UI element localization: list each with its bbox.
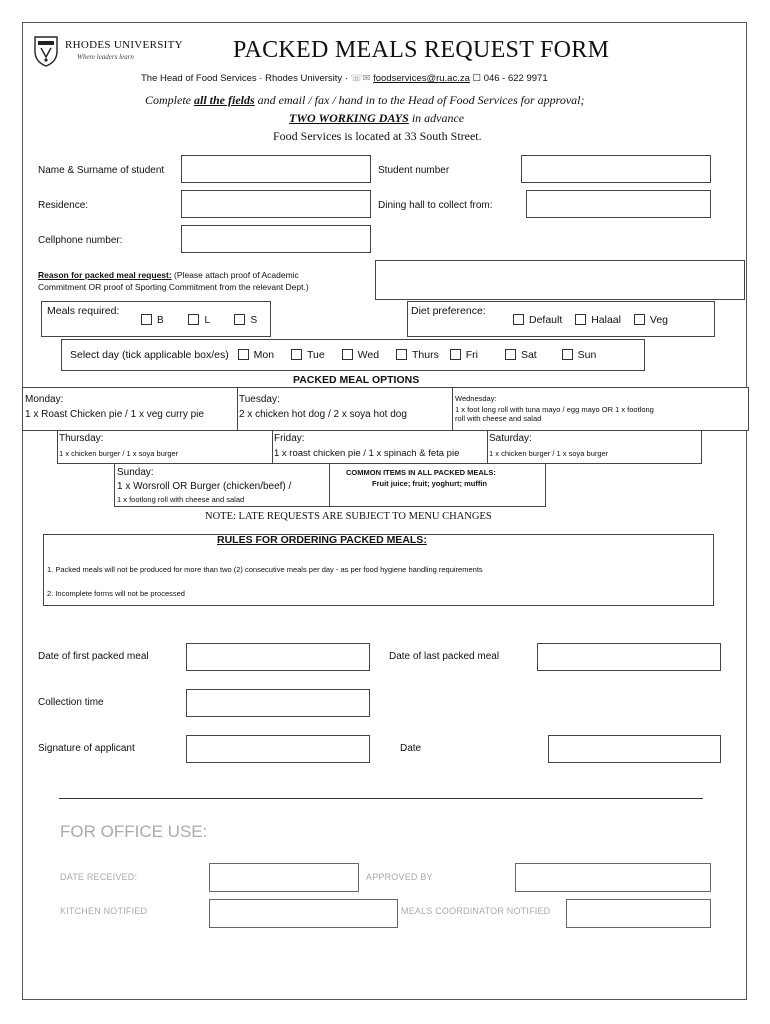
meal-option-s-label: S bbox=[250, 315, 258, 326]
date-label: Date bbox=[400, 743, 422, 754]
sunday-text-2: 1 x footlong roll with cheese and salad bbox=[117, 495, 245, 504]
checkbox-b[interactable] bbox=[141, 314, 152, 325]
phone-icon: ☏✉ bbox=[350, 73, 374, 84]
diet-options bbox=[513, 314, 668, 326]
meal-option-l[interactable] bbox=[188, 315, 209, 326]
saturday-text: 1 x chicken burger / 1 x soya burger bbox=[489, 449, 609, 458]
common-items-cell bbox=[329, 463, 546, 507]
contact-email[interactable]: foodservices@ru.ac.za bbox=[373, 73, 470, 84]
day-sun-label: Sun bbox=[577, 349, 597, 361]
saturday-cell bbox=[487, 430, 702, 464]
day-wed[interactable] bbox=[342, 349, 379, 361]
checkbox-sun[interactable] bbox=[562, 349, 573, 360]
approved-by-label: APPROVED BY bbox=[366, 872, 433, 882]
divider-line bbox=[59, 798, 703, 799]
date-field[interactable] bbox=[548, 735, 721, 763]
logo-name: RHODES UNIVERSITY bbox=[65, 39, 183, 51]
day-sat[interactable] bbox=[505, 349, 537, 361]
reason-field[interactable] bbox=[375, 260, 745, 300]
tuesday-text: 2 x chicken hot dog / 2 x soya hot dog bbox=[239, 409, 407, 420]
day-select-row bbox=[70, 349, 596, 361]
day-sun[interactable] bbox=[562, 349, 597, 361]
date-received-field[interactable] bbox=[209, 863, 359, 892]
instruction2-post: in advance bbox=[408, 111, 465, 125]
checkbox-sat[interactable] bbox=[505, 349, 516, 360]
kitchen-notified-field[interactable] bbox=[209, 899, 398, 928]
meal-option-s[interactable] bbox=[234, 315, 257, 326]
diet-option-veg[interactable] bbox=[634, 314, 668, 326]
last-meal-date-field[interactable] bbox=[537, 643, 721, 671]
meals-required-label: Meals required: bbox=[47, 305, 120, 317]
wednesday-cell bbox=[452, 387, 749, 431]
office-use-title: FOR OFFICE USE: bbox=[60, 822, 208, 841]
checkbox-s[interactable] bbox=[234, 314, 245, 325]
day-fri-label: Fri bbox=[465, 349, 479, 361]
contact-line bbox=[141, 73, 548, 84]
reason-note: (Please attach proof of Academic bbox=[171, 270, 299, 280]
dining-hall-label: Dining hall to collect from: bbox=[378, 200, 493, 211]
instruction-line bbox=[145, 93, 585, 108]
day-sat-label: Sat bbox=[520, 349, 537, 361]
checkbox-veg[interactable] bbox=[634, 314, 645, 325]
friday-cell bbox=[272, 430, 488, 464]
friday-text: 1 x roast chicken pie / 1 x spinach & feta pie bbox=[274, 448, 460, 459]
instruction-line-2 bbox=[289, 111, 464, 126]
diet-preference-label: Diet preference: bbox=[411, 305, 486, 317]
diet-default-label: Default bbox=[529, 314, 563, 326]
fax-icon: ☐ bbox=[472, 73, 484, 84]
checkbox-wed[interactable] bbox=[342, 349, 353, 360]
day-tue-label: Tue bbox=[307, 349, 325, 361]
checkbox-l[interactable] bbox=[188, 314, 199, 325]
university-logo bbox=[33, 35, 183, 71]
saturday-day: Saturday: bbox=[489, 433, 532, 444]
collection-time-label: Collection time bbox=[38, 697, 104, 708]
residence-field[interactable] bbox=[181, 190, 371, 218]
late-requests-note: NOTE: LATE REQUESTS ARE SUBJECT TO MENU CHANGES bbox=[205, 511, 492, 522]
meals-coordinator-notified-label: MEALS COORDINATOR NOTIFIED bbox=[401, 906, 551, 916]
friday-day: Friday: bbox=[274, 433, 305, 444]
instruction2-emphasis: TWO WORKING DAYS bbox=[289, 111, 409, 125]
meal-option-b-label: B bbox=[157, 315, 164, 326]
meal-option-l-label: L bbox=[204, 315, 210, 326]
last-meal-date-label: Date of last packed meal bbox=[389, 651, 500, 662]
instruction-emphasis: all the fields bbox=[194, 93, 255, 107]
common-items-title: COMMON ITEMS IN ALL PACKED MEALS: bbox=[346, 468, 496, 477]
dining-hall-field[interactable] bbox=[526, 190, 711, 218]
day-thurs[interactable] bbox=[396, 349, 439, 361]
day-select-label: Select day (tick applicable box/es) bbox=[70, 349, 229, 361]
diet-halaal-label: Halaal bbox=[591, 314, 621, 326]
sunday-text-1: 1 x Worsroll OR Burger (chicken/beef) / bbox=[117, 481, 292, 492]
checkbox-halaal[interactable] bbox=[575, 314, 586, 325]
crest-icon bbox=[33, 35, 59, 67]
sunday-cell bbox=[114, 463, 330, 507]
contact-prefix: The Head of Food Services · Rhodes University · bbox=[141, 73, 351, 84]
tuesday-day: Tuesday: bbox=[239, 394, 280, 405]
reason-note-2: Commitment OR proof of Sporting Commitment from the relevant Dept.) bbox=[38, 282, 309, 292]
kitchen-notified-label: KITCHEN NOTIFIED bbox=[60, 906, 148, 916]
first-meal-date-field[interactable] bbox=[186, 643, 370, 671]
thursday-text: 1 x chicken burger / 1 x soya burger bbox=[59, 449, 179, 458]
wednesday-day: Wednesday: bbox=[455, 394, 497, 403]
day-mon[interactable] bbox=[238, 349, 274, 361]
collection-time-field[interactable] bbox=[186, 689, 370, 717]
day-fri[interactable] bbox=[450, 349, 478, 361]
checkbox-tue[interactable] bbox=[291, 349, 302, 360]
monday-text: 1 x Roast Chicken pie / 1 x veg curry pie bbox=[25, 409, 204, 420]
day-thurs-label: Thurs bbox=[412, 349, 439, 361]
page-title: PACKED MEALS REQUEST FORM bbox=[233, 37, 610, 63]
meals-coordinator-notified-field[interactable] bbox=[566, 899, 711, 928]
day-tue[interactable] bbox=[291, 349, 325, 361]
form-page bbox=[22, 22, 747, 1000]
diet-option-halaal[interactable] bbox=[575, 314, 621, 326]
name-label: Name & Surname of student bbox=[38, 165, 165, 176]
packed-meal-options-heading: PACKED MEAL OPTIONS bbox=[293, 374, 420, 386]
meal-option-b[interactable] bbox=[141, 315, 164, 326]
meals-options bbox=[141, 314, 257, 326]
common-items-text: Fruit juice; fruit; yoghurt; muffin bbox=[372, 479, 487, 488]
diet-veg-label: Veg bbox=[649, 314, 669, 326]
student-number-field[interactable] bbox=[521, 155, 711, 183]
checkbox-thurs[interactable] bbox=[396, 349, 407, 360]
cellphone-label: Cellphone number: bbox=[38, 235, 123, 246]
day-mon-label: Mon bbox=[253, 349, 275, 361]
approved-by-field[interactable] bbox=[515, 863, 711, 892]
instruction-pre: Complete bbox=[145, 93, 194, 107]
tuesday-cell bbox=[237, 387, 453, 431]
reason-label-block bbox=[38, 269, 309, 293]
monday-day: Monday: bbox=[25, 394, 64, 405]
day-wed-label: Wed bbox=[357, 349, 380, 361]
monday-cell bbox=[22, 387, 238, 431]
contact-phone: 046 - 622 9971 bbox=[483, 73, 548, 84]
thursday-day: Thursday: bbox=[59, 433, 104, 444]
name-field[interactable] bbox=[181, 155, 371, 183]
reason-label: Reason for packed meal request: bbox=[38, 270, 172, 280]
diet-option-default[interactable] bbox=[513, 314, 562, 326]
rule-1: 1. Packed meals will not be produced for more than two (2) consecutive meals per day - as per food hygiene handling requirements bbox=[47, 565, 483, 574]
wednesday-text-1: 1 x foot long roll with tuna mayo / egg mayo OR 1 x footlong bbox=[455, 405, 654, 414]
cellphone-field[interactable] bbox=[181, 225, 371, 253]
checkbox-default[interactable] bbox=[513, 314, 524, 325]
date-received-label: DATE RECEIVED: bbox=[60, 872, 138, 882]
residence-label: Residence: bbox=[38, 200, 89, 211]
first-meal-date-label: Date of first packed meal bbox=[38, 651, 149, 662]
logo-motto: Where leaders learn bbox=[77, 53, 134, 61]
thursday-cell bbox=[57, 430, 273, 464]
signature-field[interactable] bbox=[186, 735, 370, 763]
location-line: Food Services is located at 33 South Street. bbox=[273, 129, 482, 143]
instruction-post: and email / fax / hand in to the Head of Food Services for approval; bbox=[254, 93, 585, 107]
checkbox-fri[interactable] bbox=[450, 349, 461, 360]
wednesday-text-2: roll with cheese and salad bbox=[455, 414, 542, 423]
rules-title: RULES FOR ORDERING PACKED MEALS: bbox=[217, 534, 427, 546]
signature-label: Signature of applicant bbox=[38, 743, 135, 754]
rule-2: 2. Incomplete forms will not be processed bbox=[47, 589, 185, 598]
sunday-day: Sunday: bbox=[117, 467, 154, 478]
checkbox-mon[interactable] bbox=[238, 349, 249, 360]
student-number-label: Student number bbox=[378, 165, 450, 176]
